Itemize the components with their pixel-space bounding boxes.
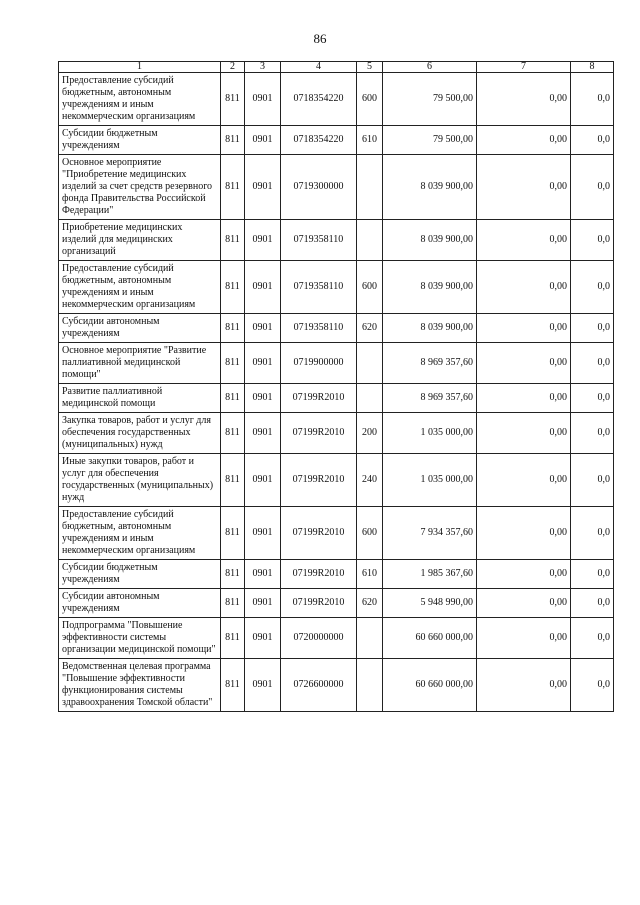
row-section-cell: 0901	[245, 220, 281, 261]
table-row	[59, 589, 614, 618]
row-code-cell: 811	[221, 73, 245, 126]
row-section-cell: 0901	[245, 261, 281, 314]
table-row	[59, 73, 614, 126]
row-type-cell	[357, 618, 383, 659]
row-type-cell: 610	[357, 126, 383, 155]
row-type-cell	[357, 384, 383, 413]
column-header-7: 7	[477, 62, 571, 73]
row-target-cell: 07199R2010	[281, 589, 357, 618]
row-type-cell	[357, 659, 383, 712]
row-type-cell: 620	[357, 314, 383, 343]
row-name-cell: Предоставление субсидий бюджетным, автономным учреждениям и иным некоммерческим организациям	[59, 507, 221, 560]
column-header-3: 3	[245, 62, 281, 73]
row-section-cell: 0901	[245, 507, 281, 560]
table-row	[59, 659, 614, 712]
table-row	[59, 155, 614, 220]
table-row	[59, 126, 614, 155]
row-name-cell: Субсидии автономным учреждениям	[59, 589, 221, 618]
row-type-cell: 240	[357, 454, 383, 507]
row-type-cell	[357, 155, 383, 220]
row-amount-3-cell: 0,0	[571, 261, 614, 314]
row-target-cell: 0719358110	[281, 220, 357, 261]
row-name-cell: Развитие паллиативной медицинской помощи	[59, 384, 221, 413]
row-name-cell: Приобретение медицинских изделий для медицинских организаций	[59, 220, 221, 261]
row-type-cell: 600	[357, 261, 383, 314]
row-amount-3-cell: 0,0	[571, 589, 614, 618]
row-type-cell: 610	[357, 560, 383, 589]
row-code-cell: 811	[221, 507, 245, 560]
row-name-cell: Закупка товаров, работ и услуг для обеспечения государственных (муниципальных) нужд	[59, 413, 221, 454]
row-section-cell: 0901	[245, 618, 281, 659]
row-name-cell: Субсидии бюджетным учреждениям	[59, 560, 221, 589]
table-row	[59, 454, 614, 507]
row-amount-cell: 1 035 000,00	[383, 454, 477, 507]
row-code-cell: 811	[221, 454, 245, 507]
row-name-cell: Подпрограмма "Повышение эффективности системы организации медицинской помощи"	[59, 618, 221, 659]
table-row	[59, 507, 614, 560]
row-amount-3-cell: 0,0	[571, 73, 614, 126]
row-amount-3-cell: 0,0	[571, 659, 614, 712]
row-target-cell: 07199R2010	[281, 454, 357, 507]
row-name-cell: Субсидии автономным учреждениям	[59, 314, 221, 343]
row-section-cell: 0901	[245, 659, 281, 712]
row-code-cell: 811	[221, 314, 245, 343]
row-amount-2-cell: 0,00	[477, 343, 571, 384]
row-name-cell: Иные закупки товаров, работ и услуг для обеспечения государственных (муниципальных) нужд	[59, 454, 221, 507]
row-target-cell: 07199R2010	[281, 560, 357, 589]
row-amount-cell: 8 969 357,60	[383, 343, 477, 384]
row-target-cell: 0719300000	[281, 155, 357, 220]
row-amount-cell: 8 039 900,00	[383, 261, 477, 314]
table-row	[59, 314, 614, 343]
row-code-cell: 811	[221, 384, 245, 413]
table-row	[59, 384, 614, 413]
page-number: 86	[313, 31, 327, 46]
row-amount-2-cell: 0,00	[477, 384, 571, 413]
column-header-5: 5	[357, 62, 383, 73]
row-amount-3-cell: 0,0	[571, 560, 614, 589]
row-code-cell: 811	[221, 343, 245, 384]
row-target-cell: 0726600000	[281, 659, 357, 712]
budget-table	[58, 61, 614, 712]
row-amount-cell: 8 039 900,00	[383, 314, 477, 343]
row-type-cell: 620	[357, 589, 383, 618]
table-row	[59, 220, 614, 261]
row-amount-cell: 1 035 000,00	[383, 413, 477, 454]
row-code-cell: 811	[221, 659, 245, 712]
row-target-cell: 07199R2010	[281, 384, 357, 413]
row-amount-3-cell: 0,0	[571, 507, 614, 560]
row-amount-cell: 8 039 900,00	[383, 155, 477, 220]
row-amount-3-cell: 0,0	[571, 343, 614, 384]
row-target-cell: 0719358110	[281, 261, 357, 314]
row-amount-2-cell: 0,00	[477, 155, 571, 220]
row-amount-2-cell: 0,00	[477, 454, 571, 507]
row-section-cell: 0901	[245, 413, 281, 454]
row-code-cell: 811	[221, 618, 245, 659]
column-header-8: 8	[571, 62, 614, 73]
row-code-cell: 811	[221, 560, 245, 589]
row-amount-cell: 8 969 357,60	[383, 384, 477, 413]
row-section-cell: 0901	[245, 454, 281, 507]
row-section-cell: 0901	[245, 343, 281, 384]
row-amount-2-cell: 0,00	[477, 589, 571, 618]
row-amount-2-cell: 0,00	[477, 261, 571, 314]
row-amount-cell: 60 660 000,00	[383, 618, 477, 659]
row-name-cell: Предоставление субсидий бюджетным, автономным учреждениям и иным некоммерческим организациям	[59, 261, 221, 314]
row-amount-3-cell: 0,0	[571, 618, 614, 659]
row-amount-2-cell: 0,00	[477, 507, 571, 560]
row-amount-3-cell: 0,0	[571, 220, 614, 261]
row-type-cell: 200	[357, 413, 383, 454]
row-type-cell	[357, 343, 383, 384]
table-row	[59, 413, 614, 454]
row-target-cell: 07199R2010	[281, 413, 357, 454]
row-name-cell: Ведомственная целевая программа "Повышение эффективности функционирования системы здравоохранения Томской области"	[59, 659, 221, 712]
table-body	[59, 73, 614, 712]
row-section-cell: 0901	[245, 384, 281, 413]
row-amount-cell: 8 039 900,00	[383, 220, 477, 261]
row-section-cell: 0901	[245, 589, 281, 618]
row-amount-cell: 79 500,00	[383, 126, 477, 155]
row-amount-3-cell: 0,0	[571, 126, 614, 155]
header-row	[59, 62, 614, 73]
row-section-cell: 0901	[245, 126, 281, 155]
row-name-cell: Предоставление субсидий бюджетным, автономным учреждениям и иным некоммерческим организациям	[59, 73, 221, 126]
table-row	[59, 560, 614, 589]
row-amount-3-cell: 0,0	[571, 454, 614, 507]
row-type-cell: 600	[357, 73, 383, 126]
table-row	[59, 343, 614, 384]
row-code-cell: 811	[221, 220, 245, 261]
row-amount-cell: 60 660 000,00	[383, 659, 477, 712]
row-code-cell: 811	[221, 413, 245, 454]
row-amount-3-cell: 0,0	[571, 384, 614, 413]
row-amount-2-cell: 0,00	[477, 413, 571, 454]
row-amount-3-cell: 0,0	[571, 413, 614, 454]
row-amount-2-cell: 0,00	[477, 220, 571, 261]
row-type-cell: 600	[357, 507, 383, 560]
row-code-cell: 811	[221, 261, 245, 314]
row-target-cell: 0719358110	[281, 314, 357, 343]
column-header-1: 1	[59, 62, 221, 73]
row-section-cell: 0901	[245, 314, 281, 343]
row-amount-3-cell: 0,0	[571, 155, 614, 220]
row-section-cell: 0901	[245, 155, 281, 220]
row-amount-cell: 1 985 367,60	[383, 560, 477, 589]
row-target-cell: 07199R2010	[281, 507, 357, 560]
table-row	[59, 261, 614, 314]
row-code-cell: 811	[221, 126, 245, 155]
row-code-cell: 811	[221, 155, 245, 220]
row-target-cell: 0719900000	[281, 343, 357, 384]
row-amount-cell: 79 500,00	[383, 73, 477, 126]
row-section-cell: 0901	[245, 560, 281, 589]
row-amount-2-cell: 0,00	[477, 560, 571, 589]
row-amount-3-cell: 0,0	[571, 314, 614, 343]
column-header-4: 4	[281, 62, 357, 73]
row-code-cell: 811	[221, 589, 245, 618]
row-name-cell: Основное мероприятие "Развитие паллиативной медицинской помощи"	[59, 343, 221, 384]
row-target-cell: 0720000000	[281, 618, 357, 659]
column-header-2: 2	[221, 62, 245, 73]
row-amount-cell: 7 934 357,60	[383, 507, 477, 560]
row-amount-2-cell: 0,00	[477, 73, 571, 126]
row-type-cell	[357, 220, 383, 261]
table-header	[59, 62, 614, 73]
row-target-cell: 0718354220	[281, 126, 357, 155]
row-target-cell: 0718354220	[281, 73, 357, 126]
row-section-cell: 0901	[245, 73, 281, 126]
row-name-cell: Основное мероприятие "Приобретение медицинских изделий за счет средств резервного фонда Правительства Российской Федерации"	[59, 155, 221, 220]
row-name-cell: Субсидии бюджетным учреждениям	[59, 126, 221, 155]
row-amount-2-cell: 0,00	[477, 126, 571, 155]
row-amount-2-cell: 0,00	[477, 659, 571, 712]
row-amount-2-cell: 0,00	[477, 618, 571, 659]
row-amount-2-cell: 0,00	[477, 314, 571, 343]
table-row	[59, 618, 614, 659]
column-header-6: 6	[383, 62, 477, 73]
row-amount-cell: 5 948 990,00	[383, 589, 477, 618]
